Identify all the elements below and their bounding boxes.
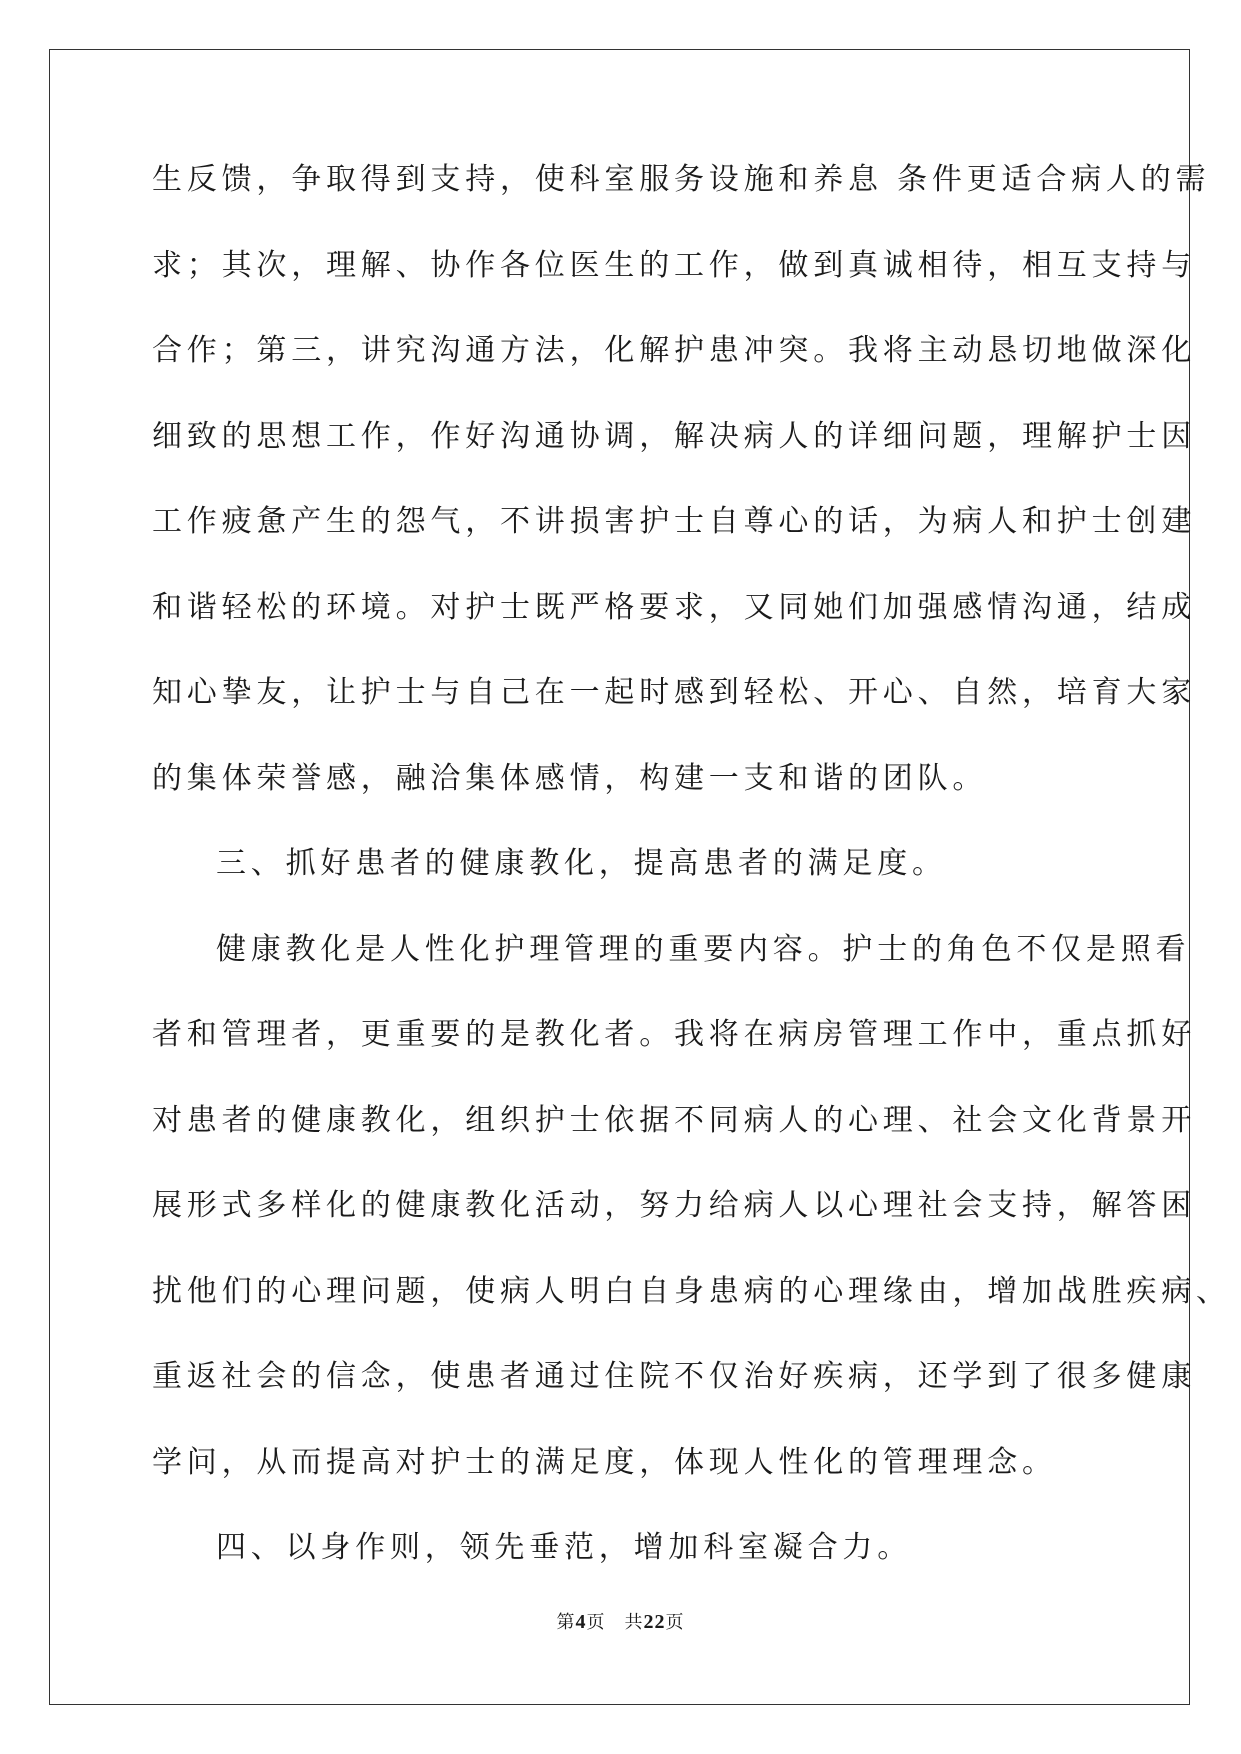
page-total-number: 22	[643, 1611, 666, 1633]
body-line: 重返社会的信念，使患者通过住院不仅治好疾病，还学到了很多健康	[152, 1359, 1196, 1394]
section-heading-4: 四、以身作则，领先垂范，增加科室凝合力。	[216, 1530, 912, 1565]
page-prefix: 第	[556, 1612, 576, 1633]
paragraph-first-line: 健康教化是人性化护理管理的重要内容。护士的角色不仅是照看	[216, 931, 1191, 967]
body-line: 工作疲惫产生的怨气，不讲损害护士自尊心的话，为病人和护士创建	[152, 504, 1196, 539]
body-line: 知心挚友，让护士与自己在一起时感到轻松、开心、自然，培育大家	[152, 675, 1196, 710]
body-line: 的集体荣誉感，融洽集体感情，构建一支和谐的团队。	[152, 760, 988, 796]
body-line: 扰他们的心理问题，使病人明白自身患病的心理缘由，增加战胜疾病、	[152, 1273, 1231, 1309]
body-line: 学问，从而提高对护士的满足度，体现人性化的管理理念。	[152, 1444, 1057, 1480]
body-line: 对患者的健康教化，组织护士依据不同病人的心理、社会文化背景开	[152, 1102, 1196, 1138]
body-line: 求；其次，理解、协作各位医生的工作，做到真诚相待，相互支持与	[152, 247, 1196, 283]
page-mid: 页 共	[586, 1612, 644, 1633]
page-suffix: 页	[665, 1612, 685, 1633]
body-line: 合作；第三，讲究沟通方法，化解护患冲突。我将主动恳切地做深化	[152, 333, 1196, 368]
body-line: 生反馈，争取得到支持，使科室服务设施和养息 条件更适合病人的需	[152, 162, 1211, 197]
document-body	[152, 160, 1231, 1614]
body-line: 细致的思想工作，作好沟通协调，解决病人的详细问题，理解护士因	[152, 418, 1196, 454]
body-line: 者和管理者，更重要的是教化者。我将在病房管理工作中，重点抓好	[152, 1017, 1196, 1052]
body-line: 展形式多样化的健康教化活动，努力给病人以心理社会支持，解答困	[152, 1188, 1196, 1223]
page-current-number: 4	[575, 1611, 587, 1633]
body-line: 和谐轻松的环境。对护士既严格要求，又同她们加强感情沟通，结成	[152, 589, 1196, 625]
page-footer	[0, 1610, 1241, 1635]
section-heading-3: 三、抓好患者的健康教化，提高患者的满足度。	[216, 846, 947, 881]
